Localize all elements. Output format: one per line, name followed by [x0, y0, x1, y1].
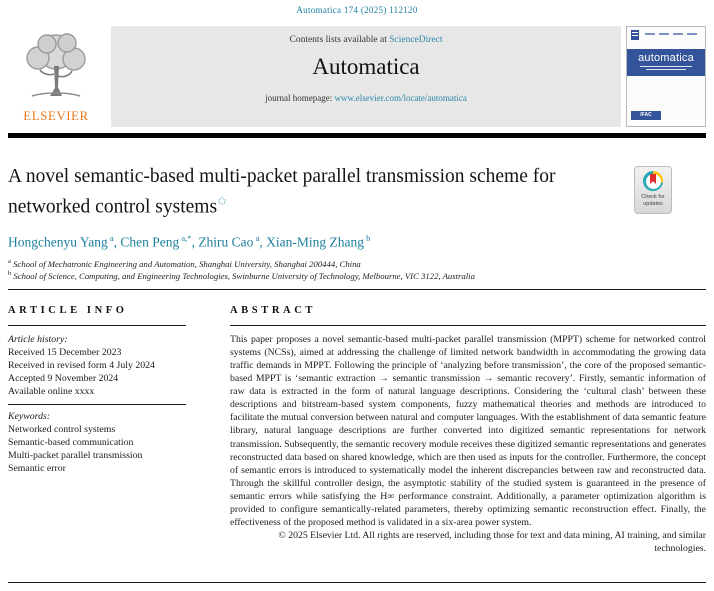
divider: [8, 404, 186, 405]
article-info-heading: ARTICLE INFO: [8, 304, 128, 316]
elsevier-wordmark: ELSEVIER: [23, 108, 89, 123]
author-name: Zhiru Cao: [198, 234, 254, 249]
cover-title-band: [627, 49, 705, 76]
author-affiliation-mark: a,*: [179, 232, 192, 243]
bookmark-icon: [650, 174, 656, 184]
affiliation-line: $^a$ School of Mechatronic Engineering and Automation, Shanghai University, Shanghai 200444, China: [8, 258, 361, 269]
cover-subtitle-line: [646, 69, 686, 70]
title-row: [8, 164, 706, 220]
author-affiliation-mark: a: [107, 232, 114, 243]
author-affiliation-mark: b: [363, 232, 371, 243]
keywords-block: [8, 410, 186, 475]
author-name: Hongchenyu Yang: [8, 234, 108, 249]
homepage-prefix: journal homepage:: [265, 93, 335, 103]
abstract-text: This paper proposes a novel semantic-based multi-packet parallel transmission (MPPT) scheme for networked control systems (NCSs), aimed at addressing the challenge of limited network bandwidth in accommodating the growing data traffic demands in MPPT. Following the principle of ‘analyzing before transmission’, the core of the proposed semantic-based MPPT is ‘semantic extraction → semantic transmission → semantic recovery’. Firstly, semantic information of raw data is extracted in the form of natural language descriptions. Considering the ‘cultural clash’ between these descriptions and bitstream-based system components, fuzzy mathematical theories and methods are introduced to facilitate the mutual conversion between natural and computer languages. With the establishment of data semantic feature library, natural language descriptions are further converted into digitized semantic representations for network transmission. Subsequently, the semantic recovery module receives these digitized semantic representations and generates reconstructed data based on shared knowledge, which are then used as inputs for the controller. Furthermore, the concept of semantic errors is introduced to systematically model the inherent discrepancies between raw and reconstructed data. Through the skillful controller design, the asymptotic stability of the studied system is guaranteed in the presence of semantic errors while satisfying the H∞ performance constraint. Additionally, a parameter optimization algorithm is provided to configure semantically-related parameters, thereby optimizing semantic reconstruction effect. Finally, the effectiveness of the proposed method is validated in a six-area power system.: [230, 333, 706, 529]
header-divider-bar: [8, 133, 706, 138]
article-title: A novel semantic-based multi-packet parallel transmission scheme for networked control systems✩: [8, 166, 556, 218]
cover-top-text: [645, 33, 701, 35]
contents-line: [111, 35, 621, 45]
abstract-column: [230, 305, 706, 556]
journal-banner: [111, 26, 621, 127]
divider: [230, 325, 706, 326]
elsevier-logo: [8, 26, 104, 127]
crossmark-icon: [643, 171, 663, 191]
history-item: Available online xxxx: [8, 385, 95, 397]
keyword-item: Semantic error: [8, 462, 66, 474]
affiliation-line: $^b$ School of Science, Computing, and Engineering Technologies, Swinburne University of Technology, Melbourne, VIC 3122, Australia: [8, 270, 475, 282]
history-label: Article history:: [8, 333, 68, 345]
article-info-column: [8, 305, 186, 556]
article-columns: [8, 305, 706, 556]
homepage-line: [111, 93, 621, 103]
author-name: Xian-Ming Zhang: [266, 234, 364, 249]
elsevier-tree-icon: [14, 26, 98, 110]
cover-subtitle-line: [640, 66, 692, 67]
keyword-item: Semantic-based communication: [8, 436, 134, 448]
abstract-heading: ABSTRACT: [230, 304, 316, 316]
history-item: Received 15 December 2023: [8, 346, 122, 358]
journal-citation: Automatica 174 (2025) 112120: [296, 5, 418, 15]
affiliations: [8, 257, 706, 282]
copyright-notice: © 2025 Elsevier Ltd. All rights are reserved, including those for text and data mining, AI training, and similar technologies.: [278, 530, 706, 555]
authors-line: Hongchenyu Yang $^a$, Chen Peng $^{a,*}$, Zhiru Cao $^a$, Xian-Ming Zhang $^b$: [8, 232, 371, 249]
article-history: [8, 333, 186, 398]
keywords-list: [8, 423, 186, 475]
contents-prefix: Contents lists available at: [289, 35, 390, 45]
author-affiliation-mark: a: [253, 232, 260, 243]
history-list: [8, 346, 186, 398]
ifac-logo: IFAC: [631, 111, 661, 120]
check-for-updates-badge[interactable]: [634, 166, 672, 214]
history-item: Accepted 9 November 2024: [8, 372, 119, 384]
keywords-label: Keywords:: [8, 410, 51, 422]
keyword-item: Multi-packet parallel transmission: [8, 449, 143, 461]
title-footnote-star[interactable]: ✩: [217, 194, 228, 208]
cover-journal-title: automatica: [638, 52, 694, 64]
check-updates-label: Check for updates: [641, 194, 665, 207]
author-name: Chen Peng: [120, 234, 180, 249]
keyword-item: Networked control systems: [8, 423, 116, 435]
journal-cover-thumbnail: [626, 26, 706, 127]
divider: [8, 325, 186, 326]
divider: [8, 289, 706, 290]
history-item: Received in revised form 4 July 2024: [8, 359, 155, 371]
journal-name: Automatica: [312, 54, 420, 79]
journal-header: [8, 26, 706, 127]
sciencedirect-link[interactable]: ScienceDirect: [389, 35, 443, 45]
homepage-url-link[interactable]: www.elsevier.com/locate/automatica: [334, 93, 467, 103]
cover-crest-icon: [631, 30, 639, 40]
page-bottom-rule: [8, 582, 706, 583]
